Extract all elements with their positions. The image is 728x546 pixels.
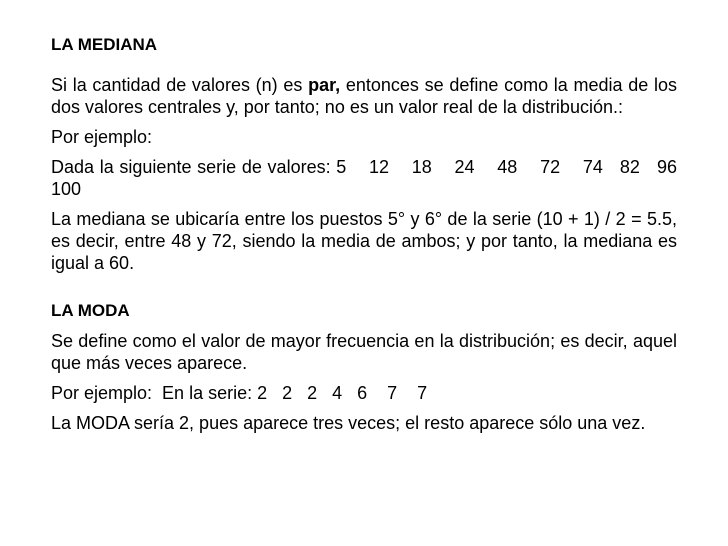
mediana-definition (51, 74, 677, 118)
mediana-heading: LA MEDIANA (51, 35, 158, 54)
mediana-series-line: Dada la siguiente serie de valores: 5 12 18 24 48 72 74 82 96 100 (51, 157, 693, 199)
spacer (51, 200, 677, 208)
spacer (51, 274, 677, 292)
spacer (51, 374, 677, 382)
moda-example-line: Por ejemplo: En la serie: 2 2 2 4 6 7 7 (51, 383, 428, 403)
mediana-definition-bold-term: par, (308, 75, 341, 95)
document-page (51, 34, 693, 434)
spacer (51, 292, 677, 300)
spacer (51, 56, 677, 74)
moda-explanation: La MODA sería 2, pues aparece tres veces; el resto aparece sólo una vez. (51, 413, 646, 433)
spacer (51, 118, 677, 126)
spacer (51, 148, 677, 156)
mediana-definition-text-end: entonces se define como la media de los dos valores centrales y, por tanto; no es un valor real de la distribución.: (51, 75, 677, 117)
spacer (51, 322, 677, 330)
mediana-example-label: Por ejemplo: (51, 127, 153, 147)
moda-heading: LA MODA (51, 301, 130, 320)
mediana-definition-text-start: Si la cantidad de valores (n) es (51, 75, 309, 95)
spacer (51, 404, 677, 412)
mediana-explanation: La mediana se ubicaría entre los puestos 5° y 6° de la serie (10 + 1) / 2 = 5.5, es decir, entre 48 y 72, siendo la media de ambos; y por tanto, la mediana es igual a 60. (51, 209, 677, 273)
moda-definition: Se define como el valor de mayor frecuencia en la distribución; es decir, aquel que más veces aparece. (51, 331, 677, 373)
